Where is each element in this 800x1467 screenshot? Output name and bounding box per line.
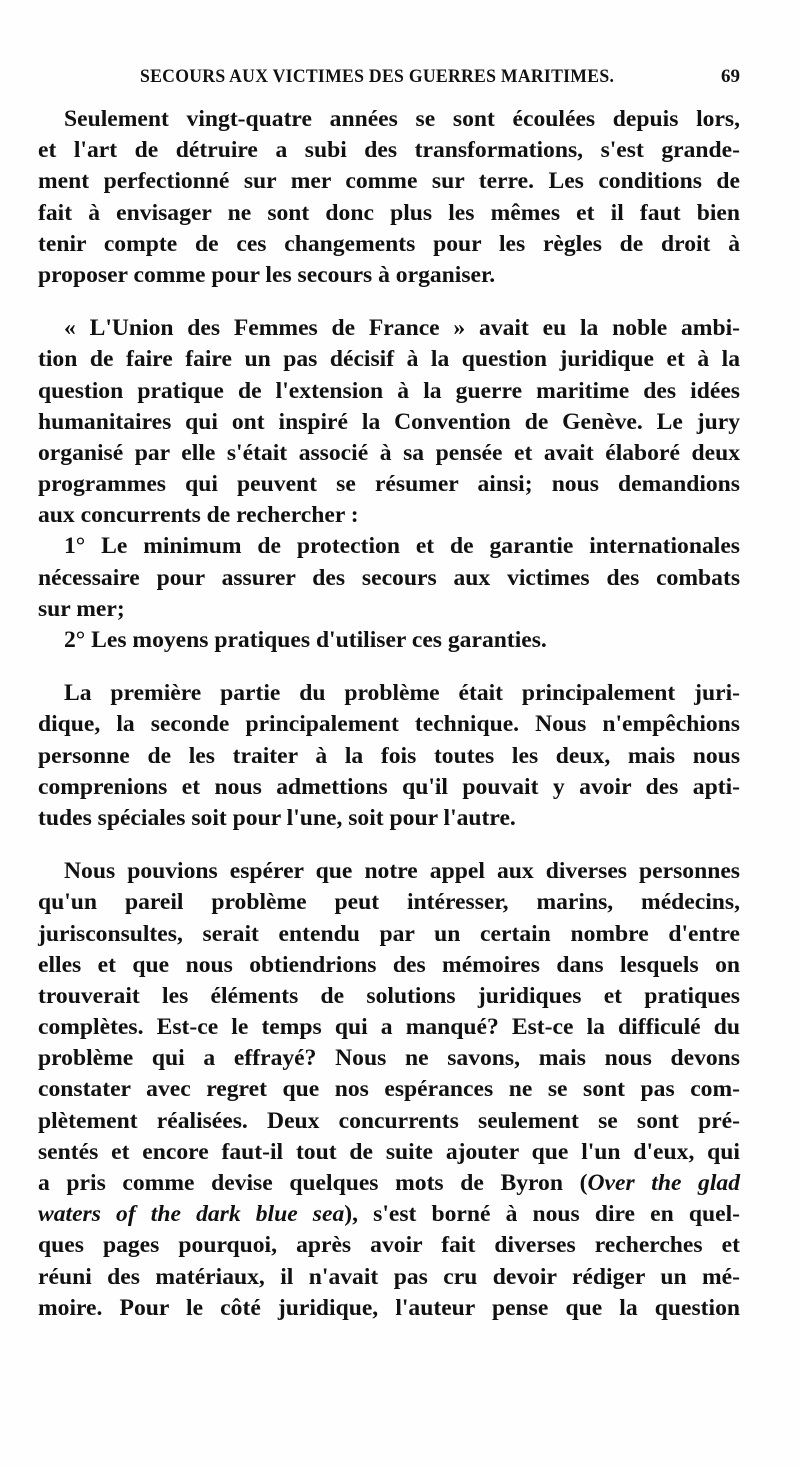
text-line: qu'un pareil problème peut intéresser, marins, médecins, — [38, 889, 740, 916]
text-segment: a pris comme devise quelques mots de Byron ( — [38, 1170, 588, 1196]
list-item-2: 2° Les moyens pratiques d'utiliser ces garanties. — [64, 627, 547, 653]
text-line: réuni des matériaux, il n'avait pas cru devoir rédiger un mé- — [38, 1263, 740, 1290]
text-line: Nous pouvions espérer que notre appel aux diverses personnes — [64, 858, 740, 885]
text-line: complètes. Est-ce le temps qui a manqué? Est-ce la difficulé du — [38, 1014, 740, 1041]
text-line: et l'art de détruire a subi des transformations, s'est grande- — [38, 137, 740, 164]
page-number: 69 — [721, 66, 740, 87]
text-line-with-italic — [38, 1199, 740, 1230]
text-line: proposer comme pour les secours à organiser. — [38, 261, 496, 288]
paragraph-2 — [38, 313, 740, 656]
text-line: comprenions et nous admettions qu'il pouvait y avoir des apti- — [38, 773, 740, 800]
text-line: sur mer; — [38, 595, 125, 622]
text-line: La première partie du problème était principalement juri- — [64, 680, 740, 707]
italic-motto: Over the glad — [587, 1170, 740, 1196]
text-line: personne de les traiter à la fois toutes les deux, mais nous — [38, 742, 740, 769]
text-line: plètement réalisées. Deux concurrents seulement se sont pré- — [38, 1107, 740, 1134]
text-line: fait à envisager ne sont donc plus les mêmes et il faut bien — [38, 199, 740, 226]
text-line: tion de faire faire un pas décisif à la question juridique et à la — [38, 346, 740, 373]
paragraph-1 — [38, 104, 740, 291]
text-line: trouverait les éléments de solutions juridiques et pratiques — [38, 982, 740, 1009]
text-line: jurisconsultes, serait entendu par un certain nombre d'entre — [38, 920, 740, 947]
text-line-with-italic — [38, 1168, 740, 1199]
text-line: tenir compte de ces changements pour les règles de droit à — [38, 230, 740, 257]
text-line: problème qui a effrayé? Nous ne savons, mais nous devons — [38, 1045, 740, 1072]
text-line: organisé par elle s'était associé à sa pensée et avait élaboré deux — [38, 439, 740, 466]
text-segment: ), s'est borné à nous dire en quel- — [344, 1201, 740, 1228]
page-body — [38, 104, 740, 1324]
page-header — [100, 64, 740, 98]
text-line: question pratique de l'extension à la guerre maritime des idées — [38, 377, 740, 404]
text-line: ques pages pourquoi, après avoir fait diverses recherches et — [38, 1232, 740, 1259]
text-line: moire. Pour le côté juridique, l'auteur pense que la question — [38, 1294, 740, 1321]
text-line: sentés et encore faut-il tout de suite ajouter que l'un d'eux, qui — [38, 1138, 740, 1165]
text-line: « L'Union des Femmes de France » avait eu la noble ambi- — [64, 315, 740, 342]
paragraph-4 — [38, 856, 740, 1324]
text-line: Seulement vingt-quatre années se sont écoulées depuis lors, — [64, 106, 740, 132]
text-line: dique, la seconde principalement technique. Nous n'empêchions — [38, 711, 740, 738]
text-line: aux concurrents de rechercher : — [38, 502, 359, 529]
text-line: humanitaires qui ont inspiré la Convention de Genève. Le jury — [38, 408, 740, 435]
text-line: programmes qui peuvent se résumer ainsi; nous demandions — [38, 471, 740, 498]
text-line: constater avec regret que nos espérances ne se sont pas com- — [38, 1076, 740, 1103]
text-line: elles et que nous obtiendrions des mémoires dans lesquels on — [38, 951, 740, 978]
text-line: ment perfectionné sur mer comme sur terre. Les conditions de — [38, 168, 740, 195]
running-head: SECOURS AUX VICTIMES DES GUERRES MARITIMES. — [140, 66, 615, 87]
text-line: tudes spéciales soit pour l'une, soit pour l'autre. — [38, 804, 516, 831]
list-item-1: 1° Le minimum de protection et de garantie internationales — [64, 533, 740, 560]
text-line: nécessaire pour assurer des secours aux victimes des combats — [38, 564, 740, 591]
paragraph-3 — [38, 678, 740, 834]
italic-motto: waters of the dark blue sea — [38, 1201, 345, 1228]
